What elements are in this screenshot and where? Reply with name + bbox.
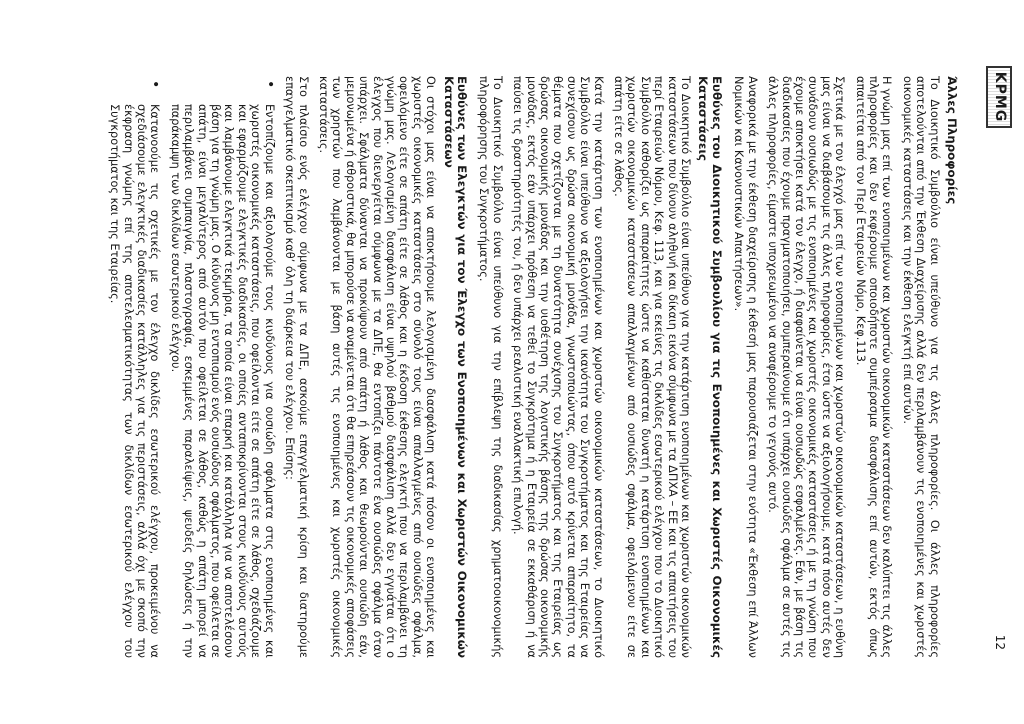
kpmg-logo: KPMG [986,66,1012,128]
bullet-list [108,76,276,658]
paragraph: Το Διοικητικό Συμβούλιο είναι υπεύθυνο για τις άλλες πληροφορίες. Οι άλλες πληροφορίες αποτελούνται από την Έκθεση Διαχείρισης αλλά δεν περιλαμβάνουν τις ενοποιημένες και χωριστές οικονομικές καταστάσεις και την έκθεση ελεγκτή επί αυτών. [900,76,941,658]
paragraph: Στο πλαίσιο ενός ελέγχου σύμφωνα με τα ΔΠΕ, ασκούμε επαγγελματική κρίση και διατηρούμε επαγγελματικό σκεπτικισμό καθ’ όλη τη διάρκεια του ελέγχου. Επίσης: [283,76,310,658]
section-title-auditor-responsibilities: Ευθύνες των Ελεγκτών για τον Έλεγχο των Ενοποιημένων και Χωριστών Οικονομικών Καταστάσεων [441,76,469,658]
paragraph: Το Διοικητικό Συμβούλιο είναι υπεύθυνο για την επίβλεψη της διαδικασίας χρηματοοικονομικής πληροφόρησης του Συγκροτήματος. [477,76,504,658]
page-number: 12 [993,634,1007,650]
paragraph: Το Διοικητικό Συμβούλιο είναι υπεύθυνο για την κατάρτιση ενοποιημένων και χωριστών οικονομικών καταστάσεων που δίνουν αληθινή και δίκαιη εικόνα σύμφωνα με τα ΔΠΧΑ – ΕΕ και τις απαιτήσεις του περί Εταιρειών Νόμου, Κεφ. 113, και για εκείνες τις δικλίδες εσωτερικού ελέγχου που το Διοικητικό Συμβούλιο καθορίζει ως απαραίτητες ώστε να καθίσταται δυνατή η κατάρτιση ενοποιημένων και χωριστών οικονομικών καταστάσεων απαλλαγμένων από ουσιώδες σφάλμα, οφειλόμενου είτε σε απάτη είτε σε λάθος. [612,76,693,658]
paragraph: Σχετικά με τον έλεγχό μας επί των ενοποιημένων και χωριστών οικονομικών καταστάσεων, η ευθύνη μας είναι να διαβάσουμε τις άλλες πληροφορίες, έτσι ώστε να αξιολογήσουμε, κατά πόσο αυτές δεν συνάδουν ουσιωδώς με τις ενοποιημένες και χωριστές οικονομικές καταστάσεις ή με τη γνώση που έχουμε αποκτήσει κατά τον έλεγχο, ή διαφαίνεται να είναι ουσιωδώς εσφαλμένες. Εάν, με βάση τις διαδικασίες που έχουμε πραγματοποιήσει, συμπεραίνουμε ότι υπάρχει ουσιώδες σφάλμα σε αυτές τις άλλες πληροφορίες, είμαστε υποχρεωμένοι να αναφέρουμε το γεγονός αυτό. [766,76,847,658]
paragraph: Κατά την κατάρτιση των ενοποιημένων και χωριστών οικονομικών καταστάσεων, το Διοικητικό Συμβούλιο είναι υπεύθυνο να αξιολογήσει την ικανότητα του Συγκροτήματος και της Εταιρείας να συνεχίσουν ως δρώσα οικονομική μονάδα, γνωστοποιώντας, όπου αυτό κρίνεται απαραίτητο, τα θέματα που σχετίζονται με τη δυνατότητα συνέχισης του Συγκροτήματος και της Εταιρείας ως δρώσας οικονομικής μονάδας και την υιοθέτηση της λογιστικής βάσης της δρώσας οικονομικής μονάδας, εκτός εάν υπάρχει πρόθεση να τεθεί το Συγκρότημα ή η Εταιρεία σε εκκαθάριση ή να παύσει τις δραστηριότητές του, ή δεν υπάρχει ρεαλιστική εναλλακτική επιλογή. [511,76,605,658]
paragraph: Αναφορικά με την έκθεση διαχείρισης η έκθεσή μας παρουσιάζεται στην ενότητα «Έκθεση επί Άλλων Νομικών και Κανονιστικών Απαιτήσεων». [732,76,759,658]
bullet-item: • Εντοπίζουμε και αξιολογούμε τους κινδύνους για ουσιώδη σφάλματα στις ενοποιημένες και χωριστές οικονομικές καταστάσεις, που οφείλονται είτε σε απάτη είτε σε λάθος, σχεδιάζουμε και εφαρμόζουμε ελεγκτικές διαδικασίες, οι οποίες ανταποκρίνονται στους κινδύνους αυτούς και λαμβάνουμε ελεγκτικά τεκμήρια, τα οποία είναι επαρκή και κατάλληλα για να αποτελέσουν βάση για τη γνώμη μας. Ο κίνδυνος μη εντοπισμού ενός ουσιώδους σφάλματος, που οφείλεται σε απάτη, είναι μεγαλύτερος από αυτόν που οφείλεται σε λάθος, καθώς η απάτη μπορεί να περιλαμβάνει συμπαιγνία, πλαστογραφία, εσκεμμένες παραλείψεις, ψευδείς δηλώσεις ή την παράκαμψη των δικλίδων εσωτερικού ελέγχου. [168,104,275,658]
paragraph: Η γνώμη μας επί των ενοποιημένων και χωριστών οικονομικών καταστάσεων δεν καλύπτει τις άλλες πληροφορίες και δεν εκφέρουμε οποιοδήποτε συμπέρασμα διασφάλισης επί αυτών, εκτός όπως απαιτείται από τον Περί Εταιρειών Νόμο, Κεφ.113. [853,76,894,658]
bullet-item: • Κατανοούμε τις σχετικές με τον έλεγχο δικλίδες εσωτερικού ελέγχου, προκειμένου να σχεδιάσουμε ελεγκτικές διαδικασίες κατάλληλες για τις περιστάσεις, αλλά όχι με σκοπό την έκφραση γνώμης επί της αποτελεσματικότητας των δικλίδων εσωτερικού ελέγχου του Συγκροτήματος και της Εταιρείας. [108,104,162,658]
paragraph: Οι στόχοι μας είναι να αποκτήσουμε λελογισμένη διασφάλιση κατά πόσον οι ενοποιημένες και χωριστές οικονομικές καταστάσεις στο σύνολό τους είναι απαλλαγμένες από ουσιώδες σφάλμα, οφειλόμενο είτε σε απάτη είτε σε λάθος και η έκδοση έκθεσης ελεγκτή που να περιλαμβάνει τη γνώμη μας. Λελογισμένη διασφάλιση είναι υψηλού βαθμού διασφάλιση αλλά δεν εγγυάται ότι ο έλεγχος που διενεργείται σύμφωνα με τα ΔΠΕ, θα εντοπίζει πάντοτε ένα ουσιώδες σφάλμα όταν υπάρχει. Σφάλματα δύνανται να προκύψουν από απάτη ή λάθος και θεωρούνται ουσιώδη εάν, μεμονωμένα ή αθροιστικά, θα μπορούσε να αναμένεται ότι θα επηρεάσουν τις οικονομικές αποφάσεις των χρηστών που λαμβάνονται με βάση αυτές τις ενοποιημένες και χωριστές οικονομικές καταστάσεις. [316,76,438,658]
section-title-board-responsibilities: Ευθύνες του Διοικητικού Συμβουλίου για τις Ενοποιημένες και Χωριστές Οικονομικές Καταστάσεις [696,76,724,658]
section-title-other-information: Άλλες Πληροφορίες [945,76,959,205]
